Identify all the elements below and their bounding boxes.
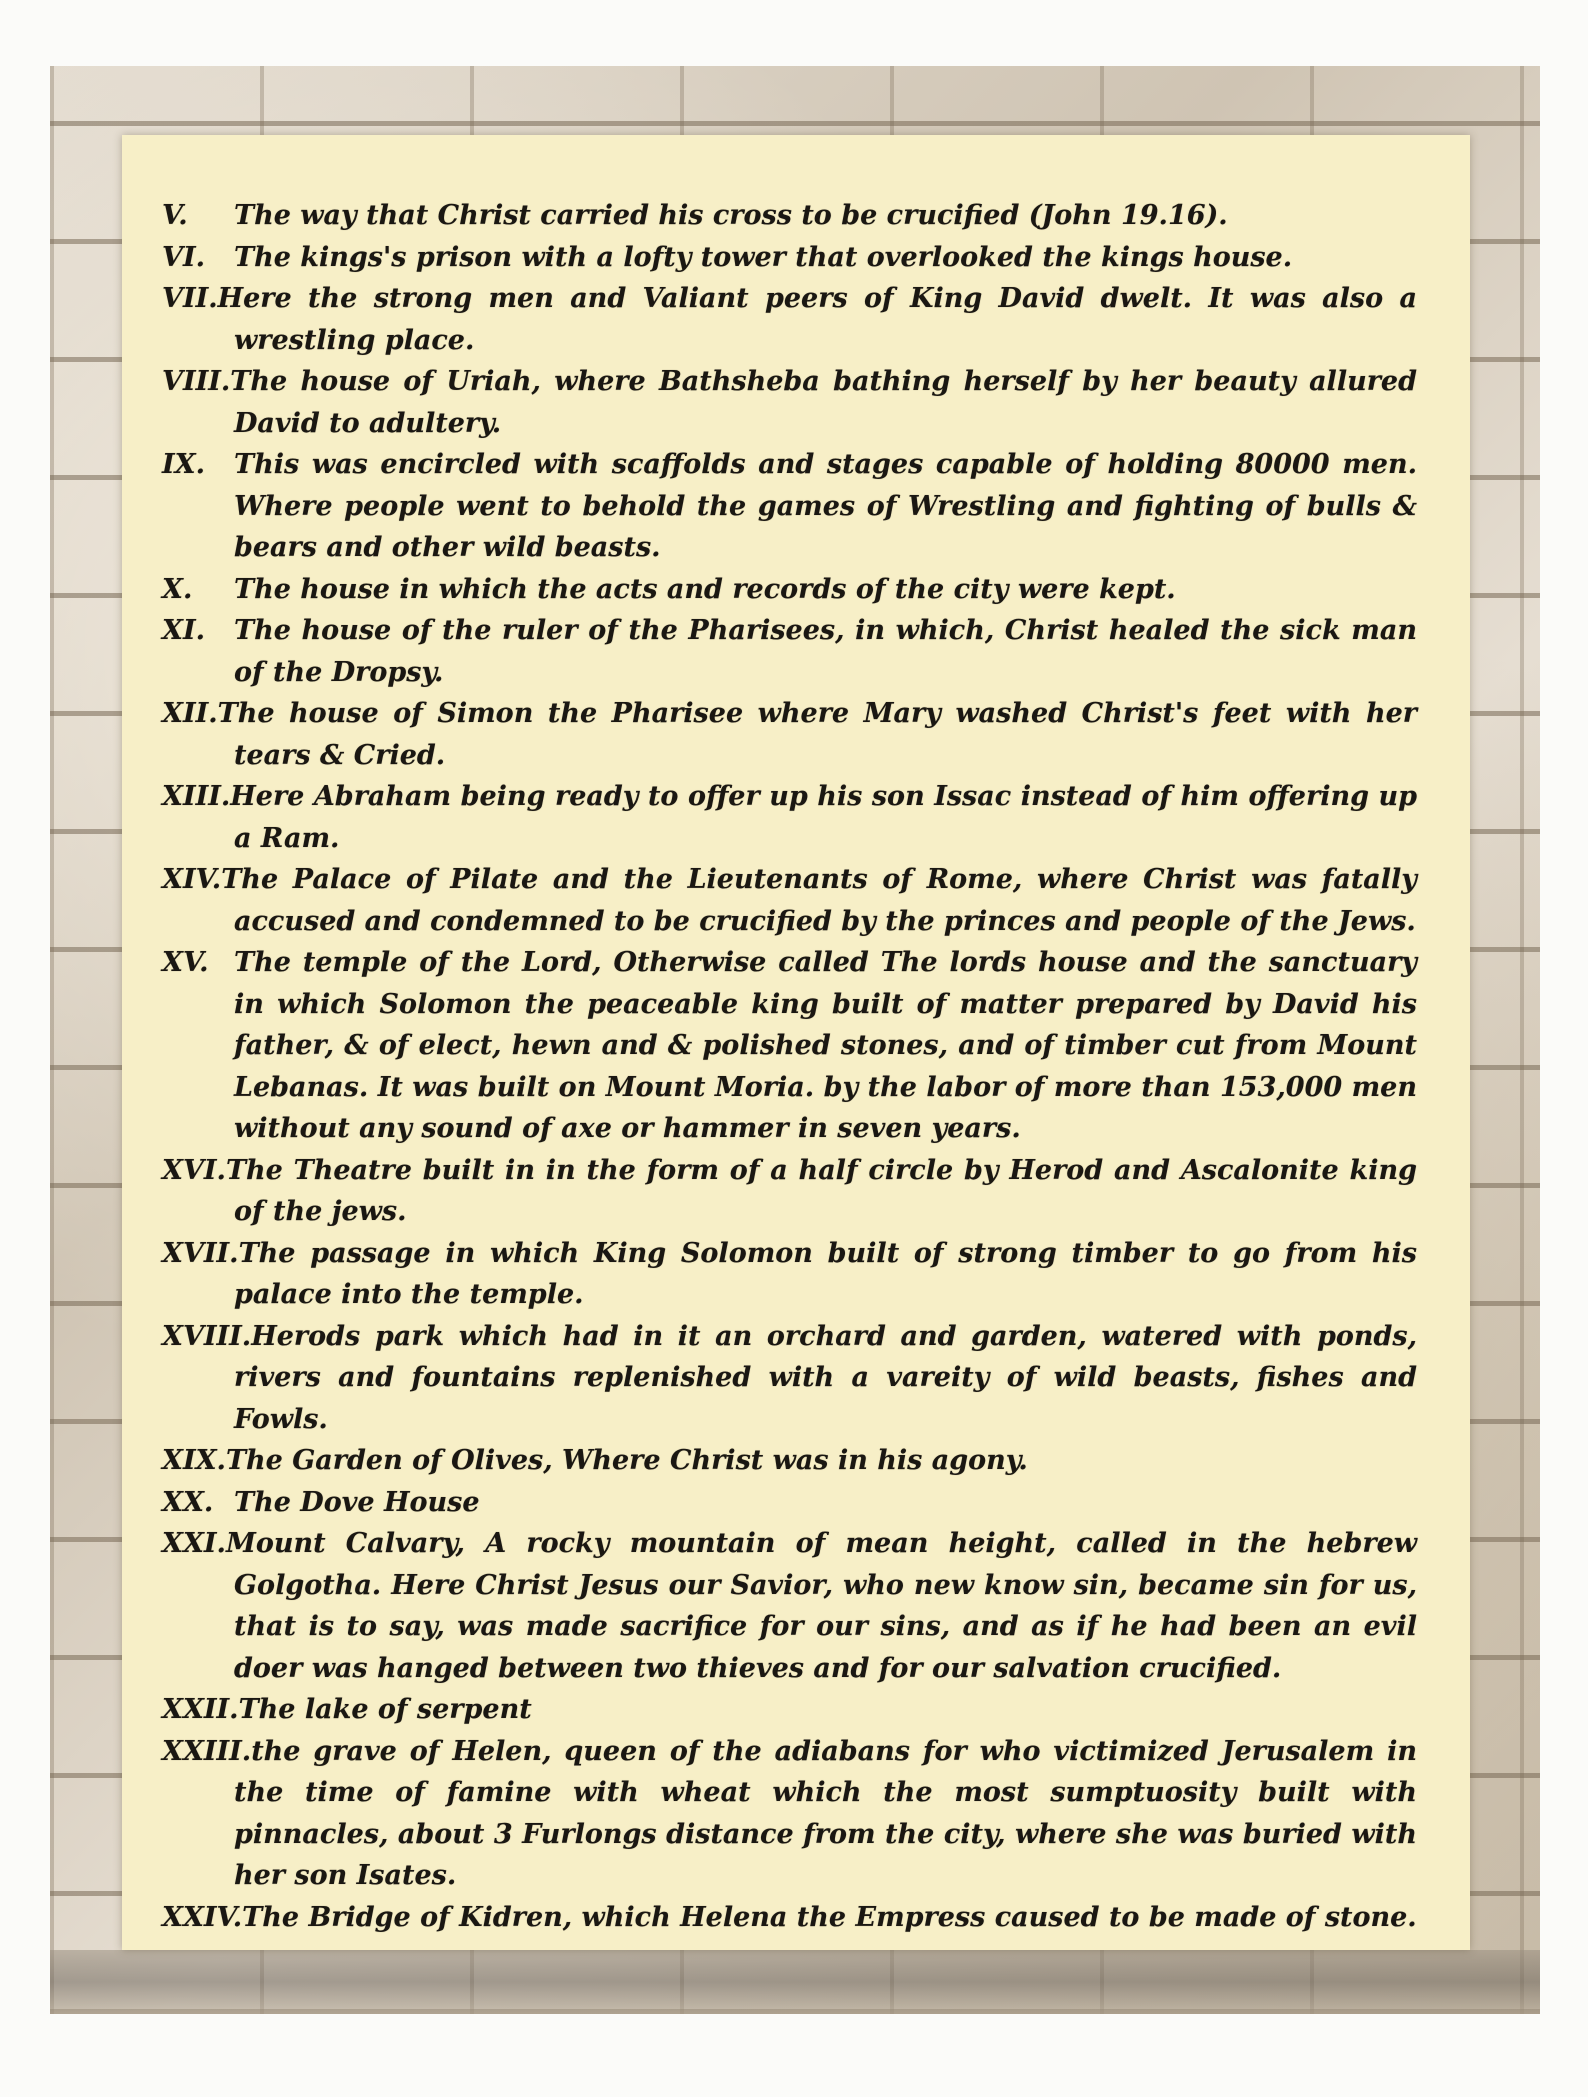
legend-entry: [162, 1482, 1417, 1524]
entry-text: The Palace of Pilate and the Lieutenants of Rome, where Christ was fatally accused and condemned to be crucified by the princes and people of the Jews.: [221, 864, 1417, 937]
wall-shadow-band: [50, 1950, 1540, 2014]
entry-number: XXIII.: [162, 1735, 252, 1767]
entry-number: XX.: [162, 1486, 214, 1518]
entry-number: XVI.: [162, 1154, 226, 1186]
legend-entry: [162, 444, 1417, 569]
legend-entry: [162, 1440, 1417, 1482]
legend-entry: [162, 1150, 1417, 1233]
entry-number: XIII.: [162, 781, 231, 812]
entry-number: XIV.: [162, 864, 222, 895]
entry-text: The lake of serpent: [238, 1694, 532, 1725]
entry-number: XII.: [162, 698, 218, 729]
entry-number: XXIV.: [162, 1901, 243, 1933]
legend-entry: [162, 1689, 1417, 1731]
entry-text: The passage in which King Solomon built of strong timber to go from his palace into the temple.: [234, 1237, 1417, 1310]
legend-entry: [162, 195, 1417, 237]
legend-entry: [162, 942, 1417, 1150]
entry-number: XIX.: [162, 1445, 226, 1476]
entry-number: VII.: [162, 283, 218, 314]
legend-entry: [162, 859, 1417, 942]
entry-number: XV.: [162, 947, 209, 978]
entry-text: The temple of the Lord, Otherwise called The lords house and the sanctuary in which Solomon the peaceable king built of matter prepared by David his father, & of elect, hewn and & polished stones, and of timber cut from Mount Lebanas. It was built on Mount Moria. by the labor of more than 153,000 men without any sound of axe or hammer in seven years.: [234, 947, 1417, 1144]
legend-entry: [162, 1731, 1417, 1897]
entry-text: The house in which the acts and records of the city were kept.: [234, 573, 1176, 605]
entry-text: This was encircled with scaffolds and stages capable of holding 80000 men. Where people went to behold the games of Wrestling and fighting of bulls & bears and other wild beasts.: [234, 449, 1417, 563]
entry-number: XXII.: [162, 1694, 239, 1725]
entry-text: The Bridge of Kidren, which Helena the Empress caused to be made of stone.: [242, 1901, 1417, 1933]
entry-number: X.: [162, 573, 193, 605]
entry-number: V.: [162, 200, 188, 231]
entry-number: VI.: [162, 241, 205, 273]
entry-text: The Dove House: [234, 1486, 480, 1518]
entry-text: The kings's prison with a lofty tower that overlooked the kings house.: [234, 241, 1293, 273]
entry-text: The way that Christ carried his cross to be crucified (John 19.16).: [234, 200, 1228, 231]
entry-text: The Garden of Olives, Where Christ was in his agony.: [225, 1445, 1028, 1476]
legend-entry: [162, 1316, 1417, 1441]
entry-number: XXI.: [162, 1528, 226, 1559]
entry-text: the grave of Helen, queen of the adiabans for who victimized Jerusalem in the time of famine with wheat which the most sumptuosity built with pinnacles, about 3 Furlongs distance from the city, where she was buried with her son Isates.: [234, 1735, 1417, 1891]
entry-text: The house of Simon the Pharisee where Mary washed Christ's feet with her tears & Cried.: [217, 698, 1417, 771]
legend-entry: [162, 237, 1417, 279]
legend-entry: [162, 278, 1417, 361]
legend-entry: [162, 1523, 1417, 1689]
entry-number: XI.: [162, 615, 205, 646]
entry-text: Here the strong men and Valiant peers of King David dwelt. It was also a wrestling place.: [217, 283, 1417, 356]
legend-entry: [162, 1233, 1417, 1316]
entry-number: IX.: [162, 449, 205, 480]
entry-number: VIII.: [162, 366, 231, 397]
entry-text: The house of Uriah, where Bathsheba bathing herself by her beauty allured David to adultery.: [230, 366, 1417, 439]
legend-entry: [162, 610, 1417, 693]
entry-number: XVIII.: [162, 1320, 252, 1352]
entry-text: Herods park which had in it an orchard and garden, watered with ponds, rivers and fountains replenished with a vareity of wild beasts, fishes and Fowls.: [234, 1320, 1417, 1435]
legend-entry: [162, 569, 1417, 611]
entry-text: Mount Calvary, A rocky mountain of mean height, called in the hebrew Golgotha. Here Christ Jesus our Savior, who new know sin, became sin for us, that is to say, was made sacrifice for our sins, and as if he had been an evil doer was hanged between two thieves and for our salvation crucified.: [225, 1528, 1417, 1684]
legend-entry: [162, 776, 1417, 859]
legend-entry: [162, 1897, 1417, 1939]
entry-text: Here Abraham being ready to offer up his son Issac instead of him offering up a Ram.: [230, 781, 1417, 854]
legend-entry: [162, 361, 1417, 444]
legend-entry: [162, 693, 1417, 776]
entry-text: The house of the ruler of the Pharisees, in which, Christ healed the sick man of the Dropsy.: [234, 615, 1417, 688]
entry-number: XVII.: [162, 1237, 239, 1269]
entry-text: The Theatre built in in the form of a half circle by Herod and Ascalonite king of the jews.: [225, 1154, 1417, 1227]
parchment-panel: [122, 135, 1470, 1950]
legend-entry-list: [162, 195, 1417, 1938]
